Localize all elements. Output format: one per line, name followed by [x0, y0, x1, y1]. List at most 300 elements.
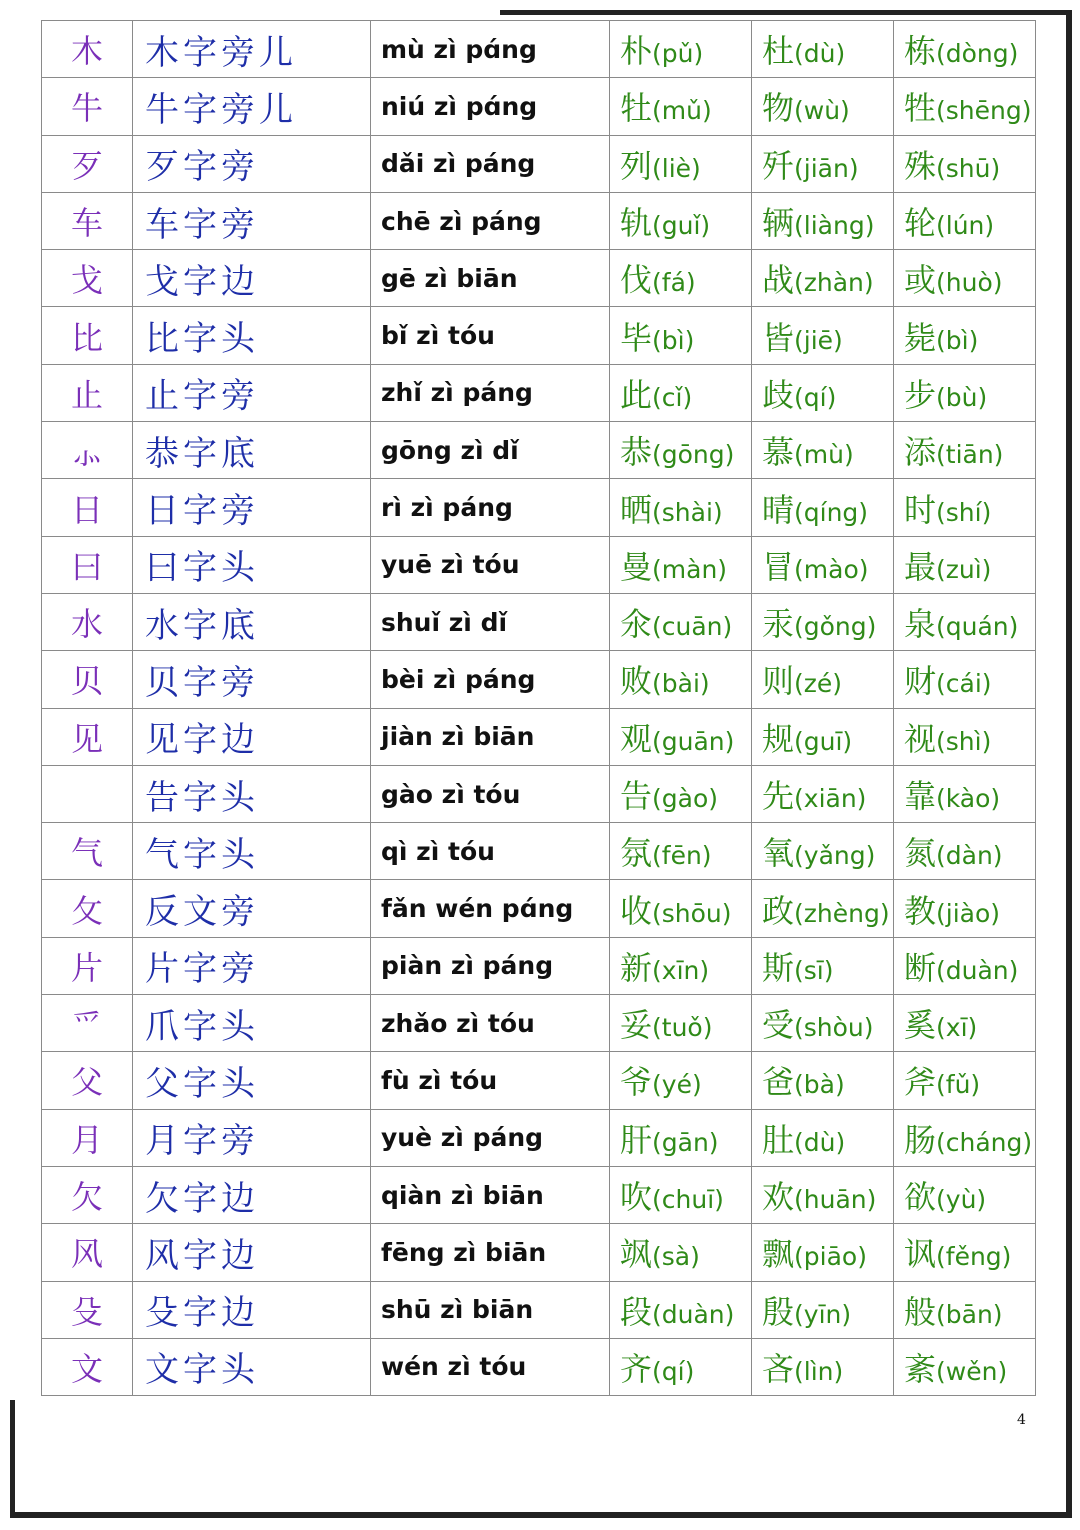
- radical-name-cell: 车字旁: [133, 192, 371, 249]
- example-cell: [752, 937, 894, 994]
- radical-cell: 木: [42, 21, 133, 78]
- page-number: 4: [1017, 1412, 1026, 1428]
- example-cell: [610, 765, 752, 822]
- example-pinyin: (kào): [936, 784, 1001, 813]
- example-character: 政: [762, 891, 795, 930]
- radical-cell: 攵: [42, 880, 133, 937]
- radical-name-cell: 恭字底: [133, 422, 371, 479]
- example-cell: [894, 1166, 1036, 1223]
- table-row: [42, 823, 1036, 880]
- radical-pinyin-cell: shuǐ zì dǐ: [371, 593, 610, 650]
- radical-name-cell: 日字旁: [133, 479, 371, 536]
- radical-pinyin-cell: gōng zì dǐ: [371, 422, 610, 479]
- example-cell: [610, 1109, 752, 1166]
- radical-pinyin-cell: jiàn zì biān: [371, 708, 610, 765]
- example-cell: [752, 708, 894, 765]
- example-cell: [752, 21, 894, 78]
- example-cell: [752, 823, 894, 880]
- example-character: 受: [762, 1006, 795, 1045]
- example-pinyin: (wù): [794, 96, 850, 126]
- example-pinyin: (bì): [652, 325, 695, 355]
- example-character: 殷: [762, 1292, 795, 1331]
- example-pinyin: (yīn): [794, 1299, 852, 1329]
- example-character: 斯: [762, 948, 795, 987]
- example-pinyin: (dù): [794, 39, 846, 69]
- example-character: 皆: [762, 318, 795, 357]
- example-cell: [752, 995, 894, 1052]
- example-cell: [894, 135, 1036, 192]
- example-character: 告: [620, 777, 653, 815]
- example-pinyin: (piāo): [794, 1242, 867, 1272]
- example-cell: [894, 307, 1036, 364]
- example-pinyin: (shēng): [936, 96, 1032, 126]
- example-character: 物: [762, 89, 795, 128]
- example-character: 般: [904, 1292, 937, 1331]
- example-character: 飒: [620, 1235, 653, 1274]
- example-pinyin: (yé): [652, 1070, 702, 1100]
- radical-name-cell: 月字旁: [133, 1109, 371, 1166]
- example-cell: [894, 192, 1036, 249]
- example-cell: [610, 21, 752, 78]
- table-row: [42, 192, 1036, 249]
- radical-name-cell: 风字边: [133, 1224, 371, 1281]
- example-cell: [752, 192, 894, 249]
- example-pinyin: (cǐ): [652, 382, 693, 412]
- example-cell: [894, 823, 1036, 880]
- example-pinyin: (guān): [652, 726, 735, 756]
- example-cell: [894, 364, 1036, 421]
- radical-pinyin-cell: zhǎo zì tóu: [371, 995, 610, 1052]
- radical-pinyin-cell: dǎi zì páng: [371, 135, 610, 192]
- example-pinyin: (jiān): [794, 153, 859, 183]
- radical-pinyin-cell: qiàn zì biān: [371, 1166, 610, 1223]
- example-character: 新: [620, 948, 653, 987]
- example-pinyin: (gōng): [652, 440, 735, 470]
- example-character: 观: [620, 719, 653, 758]
- radical-cell: 牛: [42, 78, 133, 135]
- example-character: 败: [620, 662, 653, 701]
- radical-pinyin-cell: fù zì tóu: [371, 1052, 610, 1109]
- example-character: 教: [904, 891, 937, 930]
- radical-cell: 文: [42, 1338, 133, 1395]
- example-cell: [894, 708, 1036, 765]
- example-character: 肠: [904, 1120, 937, 1159]
- example-character: 或: [904, 261, 937, 300]
- radical-pinyin-cell: gē zì biān: [371, 250, 610, 307]
- example-character: 添: [904, 433, 937, 472]
- example-pinyin: (fēn): [652, 841, 712, 871]
- example-cell: [894, 21, 1036, 78]
- example-character: 讽: [904, 1235, 937, 1274]
- example-pinyin: (dòng): [936, 39, 1019, 69]
- table-row: [42, 135, 1036, 192]
- example-character: 牲: [904, 89, 937, 128]
- example-cell: [894, 995, 1036, 1052]
- radical-cell: 殳: [42, 1281, 133, 1338]
- example-character: 最: [904, 547, 937, 586]
- radical-pinyin-cell: wén zì tóu: [371, 1338, 610, 1395]
- example-pinyin: (dàn): [936, 841, 1003, 871]
- example-pinyin: (duàn): [652, 1299, 735, 1329]
- table-row: [42, 307, 1036, 364]
- example-cell: [752, 307, 894, 364]
- radical-cell: 戈: [42, 250, 133, 307]
- example-pinyin: (lún): [936, 211, 995, 241]
- table-row: [42, 78, 1036, 135]
- example-pinyin: (qíng): [794, 497, 869, 527]
- example-cell: [610, 479, 752, 536]
- example-cell: [752, 78, 894, 135]
- example-pinyin: (liè): [652, 153, 701, 183]
- example-cell: [894, 1281, 1036, 1338]
- table-row: [42, 765, 1036, 822]
- example-cell: [752, 651, 894, 708]
- example-character: 财: [904, 662, 937, 701]
- example-cell: [894, 593, 1036, 650]
- example-character: 伐: [620, 261, 653, 300]
- table-row: [42, 880, 1036, 937]
- example-pinyin: (bù): [936, 382, 988, 412]
- table-row: [42, 651, 1036, 708]
- example-pinyin: (jiào): [936, 898, 1001, 928]
- radical-cell: ⺗: [42, 422, 133, 479]
- example-character: 栋: [904, 32, 937, 71]
- radical-cell: 父: [42, 1052, 133, 1109]
- radical-cell: 车: [42, 192, 133, 249]
- radical-pinyin-cell: qì zì tóu: [371, 823, 610, 880]
- example-pinyin: (bì): [936, 325, 979, 355]
- example-cell: [610, 1166, 752, 1223]
- example-character: 氽: [620, 605, 653, 644]
- example-pinyin: (tuǒ): [652, 1013, 713, 1043]
- example-pinyin: (fěng): [936, 1242, 1012, 1272]
- example-pinyin: (jiē): [794, 325, 843, 355]
- example-character: 爷: [620, 1063, 653, 1102]
- table-row: [42, 479, 1036, 536]
- example-character: 步: [904, 375, 937, 414]
- example-character: 辆: [762, 204, 795, 243]
- example-pinyin: (zhàn): [794, 268, 874, 298]
- table-row: [42, 1338, 1036, 1395]
- example-pinyin: (lìn): [794, 1356, 844, 1386]
- example-cell: [610, 1281, 752, 1338]
- radical-name-cell: 文字头: [133, 1338, 371, 1395]
- radical-cell: 比: [42, 307, 133, 364]
- radical-name-cell: 止字旁: [133, 364, 371, 421]
- example-cell: [752, 765, 894, 822]
- page-border-top: [500, 10, 1072, 15]
- example-cell: [752, 593, 894, 650]
- radical-pinyin-cell: zhǐ zì páng: [371, 364, 610, 421]
- example-cell: [752, 250, 894, 307]
- table-row: [42, 21, 1036, 78]
- example-character: 收: [620, 891, 653, 930]
- example-cell: [610, 593, 752, 650]
- table-row: [42, 422, 1036, 479]
- example-character: 泉: [904, 605, 937, 644]
- example-cell: [610, 1224, 752, 1281]
- example-cell: [894, 1052, 1036, 1109]
- example-character: 氧: [762, 834, 795, 873]
- radical-name-cell: 爪字头: [133, 995, 371, 1052]
- example-pinyin: (tiān): [936, 440, 1004, 470]
- table-row: [42, 536, 1036, 593]
- example-pinyin: (sī): [794, 955, 834, 985]
- example-cell: [610, 307, 752, 364]
- example-pinyin: (liàng): [794, 211, 875, 241]
- radical-cell: 气: [42, 823, 133, 880]
- example-pinyin: (yù): [936, 1185, 987, 1215]
- example-pinyin: (màn): [652, 554, 728, 584]
- example-pinyin: (cháng): [936, 1127, 1033, 1157]
- radical-name-cell: 木字旁儿: [133, 21, 371, 78]
- example-pinyin: (zé): [794, 669, 843, 699]
- page-border-left: [10, 1400, 15, 1518]
- example-pinyin: (guī): [794, 726, 853, 756]
- example-pinyin: (gān): [652, 1127, 719, 1157]
- example-character: 欢: [762, 1178, 795, 1217]
- example-pinyin: (cuān): [652, 612, 733, 642]
- example-pinyin: (fǔ): [936, 1070, 981, 1100]
- example-pinyin: (huān): [794, 1185, 877, 1215]
- example-character: 氛: [620, 834, 653, 873]
- radical-pinyin-cell: mù zì pɑ́ng: [371, 21, 610, 78]
- example-cell: [752, 479, 894, 536]
- example-pinyin: (mǔ): [652, 96, 712, 126]
- example-character: 恭: [620, 433, 653, 472]
- example-pinyin: (fá): [652, 268, 696, 298]
- example-character: 斧: [904, 1063, 937, 1102]
- example-pinyin: (guǐ): [652, 211, 711, 241]
- example-cell: [752, 1166, 894, 1223]
- radical-name-cell: 欠字边: [133, 1166, 371, 1223]
- radical-pinyin-cell: bǐ zì tóu: [371, 307, 610, 364]
- table-row: [42, 593, 1036, 650]
- radical-cell: 歹: [42, 135, 133, 192]
- example-pinyin: (gào): [652, 784, 719, 813]
- example-pinyin: (zuì): [936, 554, 992, 584]
- example-character: 毙: [904, 318, 937, 357]
- radical-pinyin-cell: fēng zì biān: [371, 1224, 610, 1281]
- example-character: 战: [762, 261, 795, 300]
- example-pinyin: (shí): [936, 497, 992, 527]
- example-character: 晒: [620, 490, 653, 529]
- example-cell: [752, 422, 894, 479]
- example-pinyin: (zhèng): [794, 898, 890, 928]
- radical-cell: 爫: [42, 995, 133, 1052]
- example-character: 此: [620, 375, 653, 414]
- table-row: [42, 1109, 1036, 1166]
- example-cell: [894, 1338, 1036, 1395]
- example-character: 冒: [762, 547, 795, 586]
- radical-pinyin-cell: fǎn wén pɑ́ng: [371, 880, 610, 937]
- example-pinyin: (mào): [794, 554, 869, 584]
- example-cell: [610, 880, 752, 937]
- radical-pinyin-cell: piàn zì páng: [371, 937, 610, 994]
- radical-cell: [42, 765, 133, 822]
- example-pinyin: (gǒng): [794, 612, 877, 642]
- example-character: 先: [762, 777, 795, 815]
- example-cell: [610, 1338, 752, 1395]
- example-pinyin: (chuī): [652, 1185, 724, 1215]
- page-border-right: [1066, 10, 1072, 1518]
- example-character: 靠: [904, 777, 937, 815]
- example-character: 吝: [762, 1349, 795, 1388]
- example-cell: [752, 536, 894, 593]
- example-cell: [752, 135, 894, 192]
- example-cell: [894, 536, 1036, 593]
- example-pinyin: (qí): [652, 1356, 695, 1386]
- radical-cell: 日: [42, 479, 133, 536]
- example-pinyin: (pǔ): [652, 39, 704, 69]
- example-cell: [610, 192, 752, 249]
- radical-cell: 止: [42, 364, 133, 421]
- example-pinyin: (huò): [936, 268, 1003, 298]
- radicals-table: [41, 20, 1036, 1396]
- example-character: 汞: [762, 605, 795, 644]
- radical-name-cell: 贝字旁: [133, 651, 371, 708]
- radical-pinyin-cell: rì zì páng: [371, 479, 610, 536]
- example-pinyin: (sà): [652, 1242, 700, 1272]
- example-pinyin: (quán): [936, 612, 1019, 642]
- example-cell: [894, 651, 1036, 708]
- table-row: [42, 937, 1036, 994]
- example-cell: [610, 995, 752, 1052]
- radical-name-cell: 见字边: [133, 708, 371, 765]
- example-character: 齐: [620, 1349, 653, 1388]
- example-character: 奚: [904, 1006, 937, 1045]
- table-row: [42, 1224, 1036, 1281]
- radical-cell: 见: [42, 708, 133, 765]
- example-cell: [894, 422, 1036, 479]
- radicals-table-body: [42, 21, 1036, 1396]
- example-character: 歼: [762, 146, 795, 185]
- example-character: 杜: [762, 32, 795, 71]
- radical-cell: 风: [42, 1224, 133, 1281]
- example-pinyin: (xī): [936, 1013, 978, 1043]
- example-cell: [894, 880, 1036, 937]
- radical-name-cell: 戈字边: [133, 250, 371, 307]
- example-cell: [610, 250, 752, 307]
- example-cell: [894, 765, 1036, 822]
- radical-name-cell: 殳字边: [133, 1281, 371, 1338]
- example-cell: [610, 823, 752, 880]
- example-pinyin: (qí): [794, 382, 837, 412]
- example-cell: [894, 250, 1036, 307]
- example-cell: [752, 880, 894, 937]
- radical-cell: 月: [42, 1109, 133, 1166]
- example-pinyin: (shòu): [794, 1013, 874, 1043]
- example-character: 慕: [762, 433, 795, 472]
- radical-name-cell: 反文旁: [133, 880, 371, 937]
- example-character: 氮: [904, 834, 937, 873]
- example-cell: [894, 1109, 1036, 1166]
- example-cell: [894, 479, 1036, 536]
- example-pinyin: (duàn): [936, 955, 1019, 985]
- example-character: 轨: [620, 204, 653, 243]
- example-cell: [752, 1052, 894, 1109]
- table-row: [42, 1166, 1036, 1223]
- example-pinyin: (cái): [936, 669, 992, 699]
- example-cell: [752, 1281, 894, 1338]
- example-character: 吹: [620, 1178, 653, 1217]
- example-pinyin: (xīn): [652, 955, 710, 985]
- radical-name-cell: 曰字头: [133, 536, 371, 593]
- radical-name-cell: 父字头: [133, 1052, 371, 1109]
- radical-pinyin-cell: yuē zì tóu: [371, 536, 610, 593]
- example-cell: [610, 651, 752, 708]
- radical-name-cell: 牛字旁儿: [133, 78, 371, 135]
- example-pinyin: (mù): [794, 440, 854, 470]
- example-pinyin: (bà): [794, 1070, 845, 1100]
- radical-name-cell: 水字底: [133, 593, 371, 650]
- example-pinyin: (xiān): [794, 784, 867, 813]
- radical-name-cell: 告字头: [133, 765, 371, 822]
- example-pinyin: (wěn): [936, 1356, 1008, 1386]
- radical-name-cell: 片字旁: [133, 937, 371, 994]
- example-character: 视: [904, 719, 937, 758]
- example-cell: [752, 1109, 894, 1166]
- example-cell: [752, 1338, 894, 1395]
- example-character: 紊: [904, 1349, 937, 1388]
- example-character: 轮: [904, 204, 937, 243]
- example-character: 歧: [762, 375, 795, 414]
- example-cell: [610, 937, 752, 994]
- radical-pinyin-cell: chē zì páng: [371, 192, 610, 249]
- example-character: 欲: [904, 1178, 937, 1217]
- example-cell: [752, 364, 894, 421]
- table-row: [42, 1052, 1036, 1109]
- example-cell: [894, 937, 1036, 994]
- example-character: 毕: [620, 318, 653, 357]
- example-character: 肝: [620, 1120, 653, 1159]
- example-pinyin: (shì): [936, 726, 992, 756]
- example-character: 牡: [620, 89, 653, 128]
- example-character: 段: [620, 1292, 653, 1331]
- example-pinyin: (bài): [652, 669, 710, 699]
- example-pinyin: (shū): [936, 153, 1001, 183]
- example-character: 殊: [904, 146, 937, 185]
- example-character: 列: [620, 146, 653, 185]
- radical-name-cell: 气字头: [133, 823, 371, 880]
- example-cell: [610, 78, 752, 135]
- radical-pinyin-cell: niú zì pɑ́ng: [371, 78, 610, 135]
- table-row: [42, 995, 1036, 1052]
- radical-cell: 贝: [42, 651, 133, 708]
- example-cell: [610, 135, 752, 192]
- example-character: 则: [762, 662, 795, 701]
- radical-cell: 曰: [42, 536, 133, 593]
- example-pinyin: (bān): [936, 1299, 1003, 1329]
- example-cell: [610, 1052, 752, 1109]
- table-row: [42, 250, 1036, 307]
- example-character: 曼: [620, 547, 653, 586]
- example-pinyin: (shōu): [652, 898, 732, 928]
- example-cell: [894, 1224, 1036, 1281]
- page-border-bottom: [10, 1512, 1072, 1518]
- radical-pinyin-cell: gào zì tóu: [371, 765, 610, 822]
- example-character: 飘: [762, 1235, 795, 1274]
- example-character: 晴: [762, 490, 795, 529]
- example-character: 规: [762, 719, 795, 758]
- example-character: 时: [904, 490, 937, 529]
- example-cell: [610, 708, 752, 765]
- radical-name-cell: 歹字旁: [133, 135, 371, 192]
- radical-cell: 欠: [42, 1166, 133, 1223]
- table-row: [42, 1281, 1036, 1338]
- radical-cell: 片: [42, 937, 133, 994]
- example-cell: [752, 1224, 894, 1281]
